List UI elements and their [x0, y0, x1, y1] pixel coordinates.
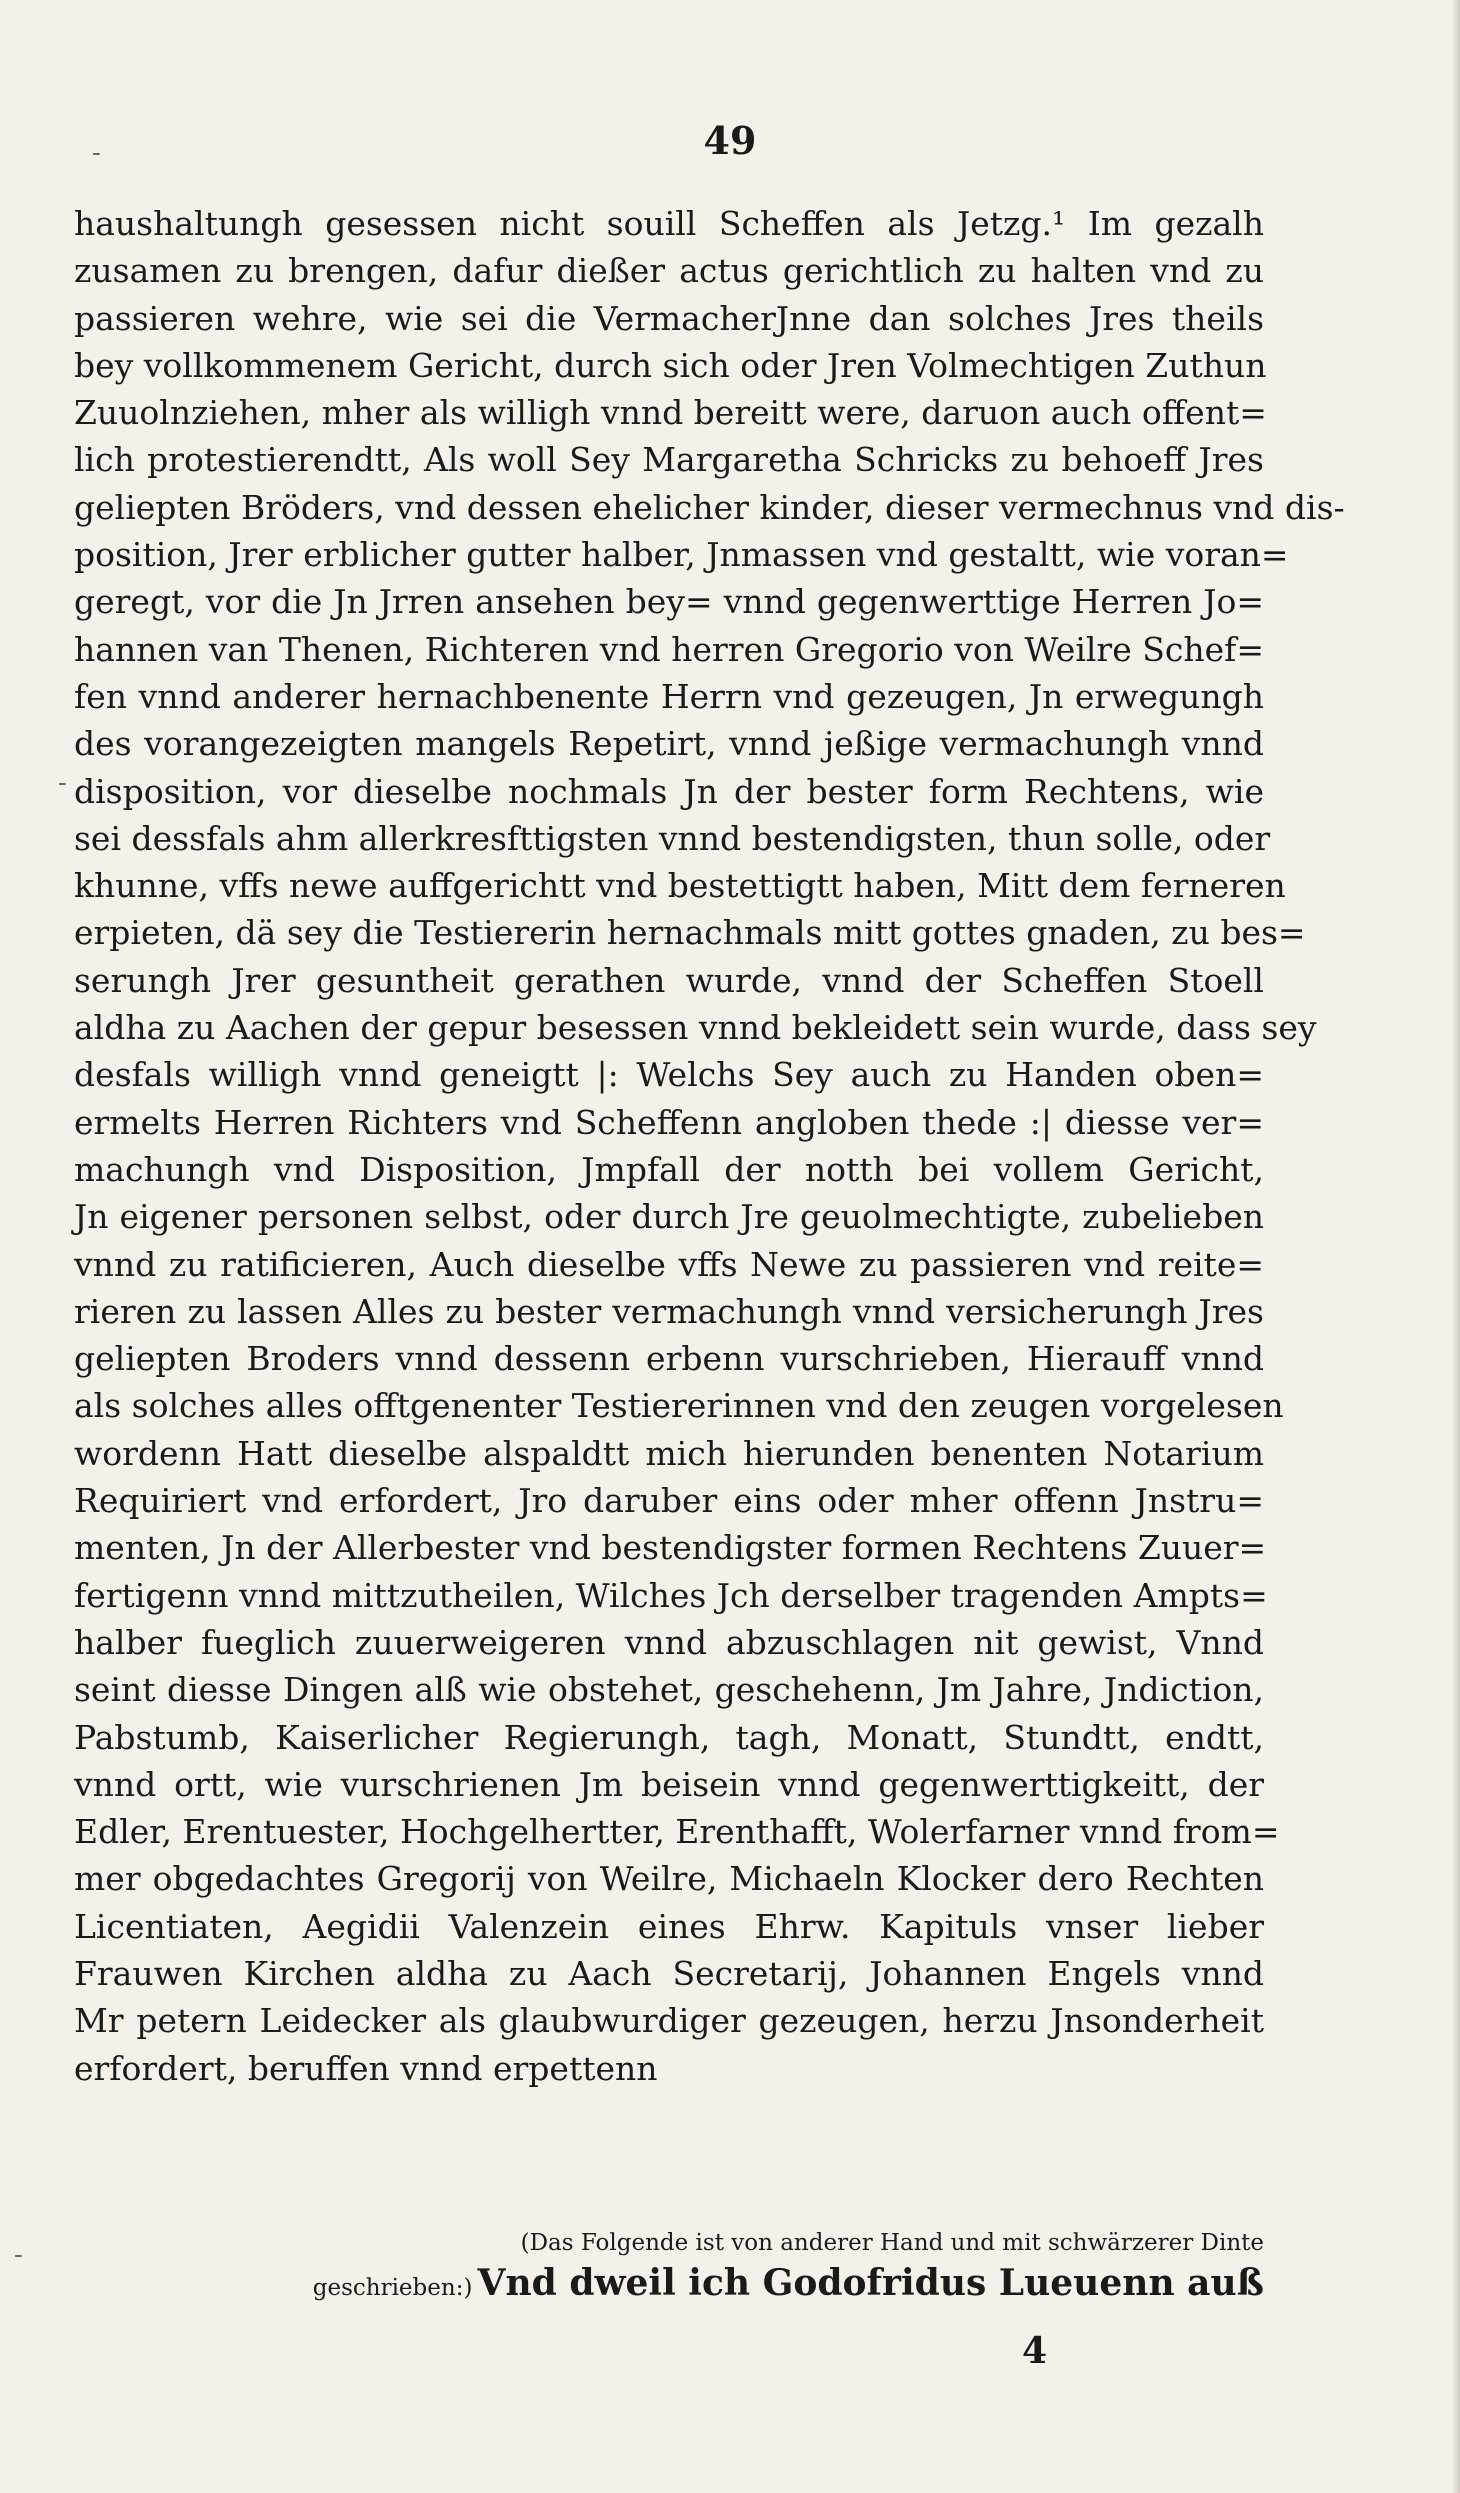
- editorial-note: (Das Folgende ist von anderer Hand und mit schwärzerer Dinte: [520, 2230, 1264, 2256]
- body-text: [74, 200, 1345, 2092]
- text-line: als solches alles offtgenenter Testiererinnen vnd den zeugen vorgelesen: [74, 1386, 1284, 1426]
- text-line: wordenn Hatt dieselbe alspaldtt mich hierunden benenten Notarium: [74, 1433, 1264, 1473]
- text-line: aldha zu Aachen der gepur besessen vnnd bekleidett sein wurde, dass sey: [74, 1008, 1317, 1048]
- text-line: vnnd ortt, wie vurschrienen Jm beisein vnnd gegenwerttigkeitt, der: [74, 1764, 1264, 1804]
- text-line: Licentiaten, Aegidii Valenzein eines Ehrw. Kapituls vnser lieber: [74, 1906, 1264, 1946]
- text-line: geliepten Bröders, vnd dessen ehelicher kinder, dieser vermechnus vnd dis-: [74, 487, 1345, 527]
- note-continuation: [74, 2262, 1264, 2304]
- text-line: machungh vnd Disposition, Jmpfall der notth bei vollem Gericht,: [74, 1149, 1264, 1189]
- text-line: Jn eigener personen selbst, oder durch Jre geuolmechtigte, zubelieben: [74, 1197, 1264, 1237]
- editorial-note-end: geschrieben:): [312, 2275, 473, 2301]
- text-line: erfordert, beruffen vnnd erpettenn: [74, 2048, 658, 2088]
- text-line: Requiriert vnd erfordert, Jro daruber eins oder mher offenn Jnstru=: [74, 1481, 1264, 1521]
- text-line: Mr petern Leidecker als glaubwurdiger gezeugen, herzu Jnsonderheit: [74, 2001, 1264, 2041]
- text-line: disposition, vor dieselbe nochmals Jn der bester form Rechtens, wie: [74, 771, 1264, 811]
- text-line: desfals willigh vnnd geneigtt |: Welchs Sey auch zu Handen oben=: [74, 1055, 1264, 1095]
- text-line: passieren wehre, wie sei die VermacherJnne dan solches Jres theils: [74, 298, 1264, 338]
- text-line: haushaltungh gesessen nicht souill Scheffen als Jetzg.¹ Im gezalh: [74, 204, 1264, 243]
- text-line: Frauwen Kirchen aldha zu Aach Secretarij, Johannen Engels vnnd: [74, 1953, 1264, 1993]
- text-line: geliepten Broders vnnd dessenn erbenn vurschrieben, Hierauff vnnd: [74, 1339, 1264, 1379]
- margin-mark: -: [58, 768, 67, 798]
- text-line: fertigenn vnnd mittzutheilen, Wilches Jch derselber tragenden Ampts=: [74, 1575, 1268, 1615]
- text-line: ermelts Herren Richters vnd Scheffenn angloben thede :| diesse ver=: [74, 1102, 1264, 1142]
- text-line: serungh Jrer gesuntheit gerathen wurde, vnnd der Scheffen Stoell: [74, 960, 1264, 1000]
- text-line: erpieten, dä sey die Testiererin hernachmals mitt gottes gnaden, zu bes=: [74, 913, 1306, 953]
- text-line: hannen van Thenen, Richteren vnd herren Gregorio von Weilre Schef=: [74, 629, 1264, 669]
- text-line: des vorangezeigten mangels Repetirt, vnnd jeßige vermachungh vnnd: [74, 724, 1264, 764]
- text-line: geregt, vor die Jn Jrren ansehen bey= vnnd gegenwerttige Herren Jo=: [74, 582, 1264, 622]
- text-line: lich protestierendtt, Als woll Sey Margaretha Schricks zu behoeff Jres: [74, 440, 1264, 480]
- text-line: mer obgedachtes Gregorij von Weilre, Michaeln Klocker dero Rechten: [74, 1859, 1264, 1899]
- page-number: 49: [703, 118, 757, 163]
- text-line: Zuuolnziehen, mher als willigh vnnd bereitt were, daruon auch offent=: [74, 393, 1267, 433]
- closing-text: Vnd dweil ich Godofridus Lueuenn auß: [477, 2262, 1264, 2304]
- text-line: rieren zu lassen Alles zu bester vermachungh vnnd versicherungh Jres: [74, 1291, 1264, 1331]
- text-line: vnnd zu ratificieren, Auch dieselbe vffs Newe zu passieren vnd reite=: [74, 1244, 1264, 1284]
- text-line: Edler, Erentuester, Hochgelhertter, Erenthafft, Wolerfarner vnnd from=: [74, 1812, 1280, 1852]
- text-line: position, Jrer erblicher gutter halber, Jnmassen vnd gestaltt, wie voran=: [74, 535, 1289, 575]
- text-line: fen vnnd anderer hernachbenente Herrn vnd gezeugen, Jn erwegungh: [74, 676, 1264, 716]
- text-line: bey vollkommenem Gericht, durch sich oder Jren Volmechtigen Zuthun: [74, 345, 1267, 385]
- text-line: zusamen zu brengen, dafur dießer actus gerichtlich zu halten vnd zu: [74, 251, 1264, 291]
- page-edge-shadow: [1452, 0, 1460, 2493]
- text-line: halber fueglich zuuerweigeren vnnd abzuschlagen nit gewist, Vnnd: [74, 1622, 1264, 1662]
- signature-mark: 4: [1022, 2330, 1048, 2372]
- text-line: khunne, vffs newe auffgerichtt vnd bestettigtt haben, Mitt dem ferneren: [74, 866, 1286, 906]
- text-line: seint diesse Dingen alß wie obstehet, geschehenn, Jm Jahre, Jndiction,: [74, 1670, 1264, 1710]
- text-line: menten, Jn der Allerbester vnd bestendigster formen Rechtens Zuuer=: [74, 1528, 1267, 1568]
- margin-mark: -: [14, 2240, 23, 2270]
- text-line: sei dessfals ahm allerkresfttigsten vnnd bestendigsten, thun solle, oder: [74, 818, 1271, 858]
- margin-mark: -: [92, 138, 101, 168]
- text-line: Pabstumb, Kaiserlicher Regierungh, tagh, Monatt, Stundtt, endtt,: [74, 1717, 1264, 1757]
